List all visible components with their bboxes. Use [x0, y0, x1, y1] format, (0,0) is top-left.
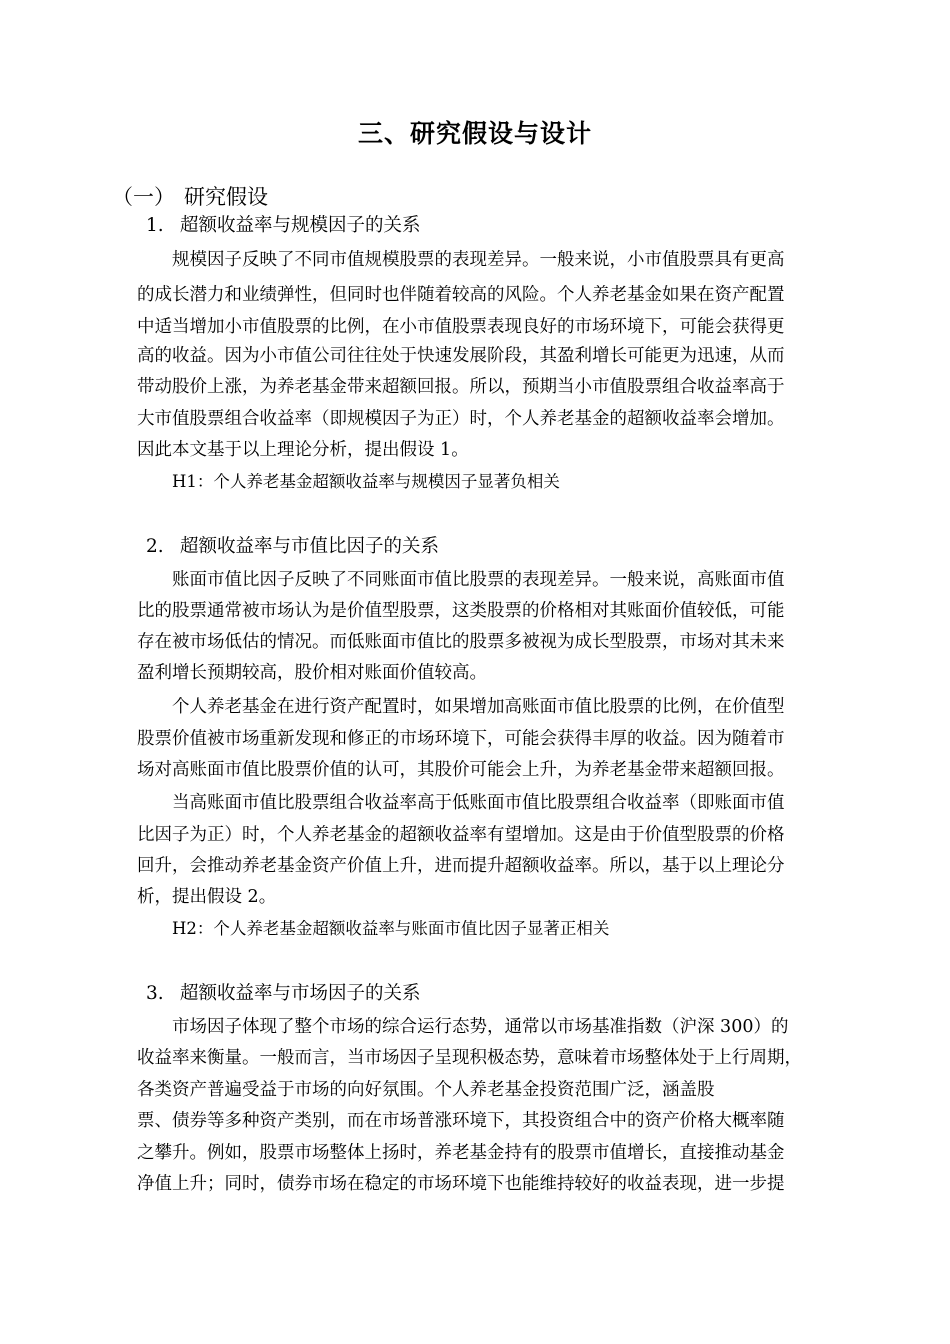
paragraph-line: 大市值股票组合收益率（即规模因子为正）时，个人养老基金的超额收益率会增加。 — [137, 409, 785, 429]
subsection-1-heading — [146, 212, 421, 240]
subsection-2-number: 2. — [146, 536, 164, 557]
subsection-3-title: 超额收益率与市场因子的关系 — [180, 983, 421, 1004]
paragraph-line: 回升，会推动养老基金资产价值上升，进而提升超额收益率。所以，基于以上理论分 — [137, 856, 785, 876]
paragraph-line: 各类资产普遍受益于市场的向好氛围。个人养老基金投资范围广泛，涵盖股 — [137, 1080, 715, 1100]
paragraph-line: 市场因子体现了整个市场的综合运行态势，通常以市场基准指数（沪深 300）的 — [172, 1017, 789, 1037]
paragraph-line: 规模因子反映了不同市值规模股票的表现差异。一般来说，小市值股票具有更高 — [172, 250, 785, 270]
paragraph-line: 净值上升；同时，债券市场在稳定的市场环境下也能维持较好的收益表现，进一步提 — [137, 1174, 785, 1194]
paragraph-line: 之攀升。例如，股票市场整体上扬时，养老基金持有的股票市值增长，直接推动基金 — [137, 1143, 785, 1163]
paragraph-line: 中适当增加小市值股票的比例，在小市值股票表现良好的市场环境下，可能会获得更 — [137, 317, 785, 337]
paragraph-line: 带动股价上涨，为养老基金带来超额回报。所以，预期当小市值股票组合收益率高于 — [137, 377, 785, 397]
paragraph-line: 票、债券等多种资产类别，而在市场普涨环境下，其投资组合中的资产价格大概率随 — [137, 1111, 785, 1131]
paragraph-line: 因此本文基于以上理论分析，提出假设 1。 — [137, 440, 469, 460]
paragraph-line: 的成长潜力和业绩弹性，但同时也伴随着较高的风险。个人养老基金如果在资产配置 — [137, 285, 785, 305]
section-title: 研究假设 — [184, 185, 268, 209]
paragraph-line: 比的股票通常被市场认为是价值型股票，这类股票的价格相对其账面价值较低，可能 — [137, 601, 785, 621]
paragraph-line: 当高账面市值比股票组合收益率高于低账面市值比股票组合收益率（即账面市值 — [172, 793, 785, 813]
subsection-1-number: 1. — [146, 215, 164, 236]
subsection-3-number: 3. — [146, 983, 164, 1004]
hypothesis-h1: H1：个人养老基金超额收益率与规模因子显著负相关 — [172, 472, 560, 491]
hypothesis-h2: H2：个人养老基金超额收益率与账面市值比因子显著正相关 — [172, 919, 610, 938]
subsection-1-title: 超额收益率与规模因子的关系 — [180, 215, 421, 236]
paragraph-line: 股票价值被市场重新发现和修正的市场环境下，可能会获得丰厚的收益。因为随着市 — [137, 729, 785, 749]
chapter-title: 三、研究假设与设计 — [357, 119, 592, 148]
section-heading — [112, 182, 268, 212]
paragraph-line: 收益率来衡量。一般而言，当市场因子呈现积极态势，意味着市场整体处于上行周期， — [137, 1048, 802, 1068]
paragraph-line: 存在被市场低估的情况。而低账面市值比的股票多被视为成长型股票，市场对其未来 — [137, 632, 785, 652]
section-number: （一） — [112, 185, 175, 209]
subsection-2-heading — [146, 533, 439, 561]
subsection-2-title: 超额收益率与市值比因子的关系 — [180, 536, 440, 557]
paragraph-line: 账面市值比因子反映了不同账面市值比股票的表现差异。一般来说，高账面市值 — [172, 570, 785, 590]
paragraph-line: 析，提出假设 2。 — [137, 887, 277, 907]
paragraph-line: 个人养老基金在进行资产配置时，如果增加高账面市值比股票的比例，在价值型 — [172, 697, 785, 717]
paragraph-line: 盈利增长预期较高，股价相对账面价值较高。 — [137, 663, 487, 683]
paragraph-line: 比因子为正）时，个人养老基金的超额收益率有望增加。这是由于价值型股票的价格 — [137, 825, 785, 845]
subsection-3-heading — [146, 980, 421, 1008]
paragraph-line: 场对高账面市值比股票价值的认可，其股价可能会上升，为养老基金带来超额回报。 — [137, 760, 785, 780]
paragraph-line: 高的收益。因为小市值公司往往处于快速发展阶段，其盈利增长可能更为迅速，从而 — [137, 346, 785, 366]
